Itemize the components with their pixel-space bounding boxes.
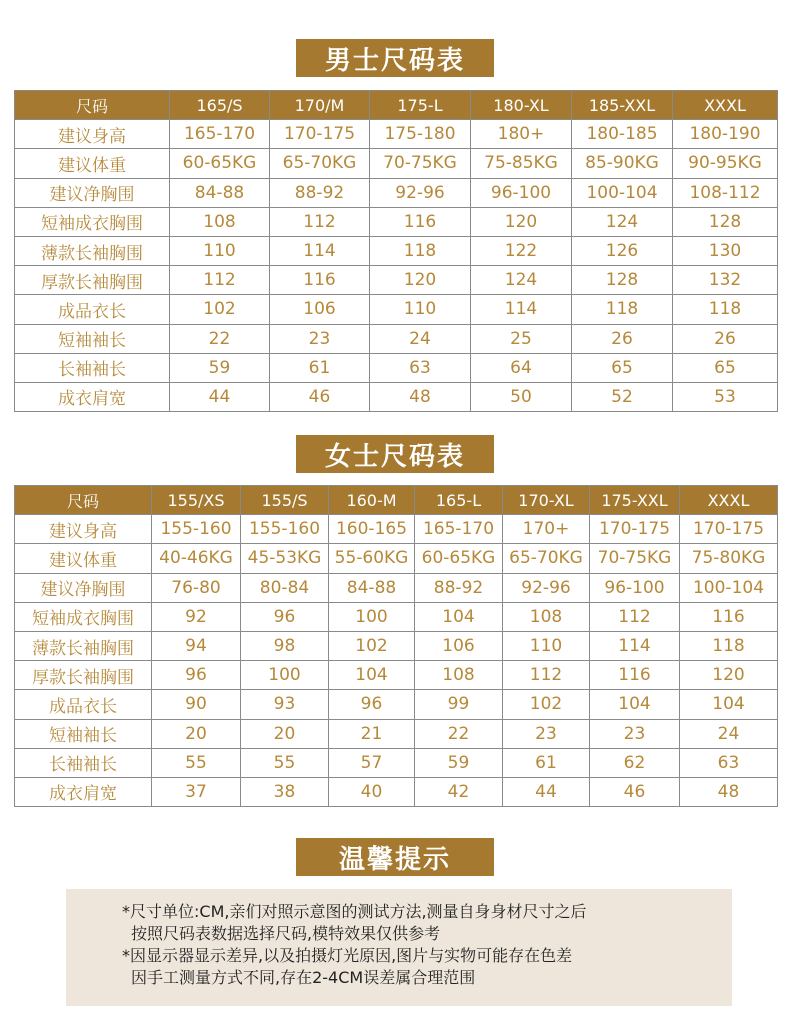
size-header-cell: 165/S — [170, 91, 270, 120]
table-cell: 75-85KG — [471, 149, 572, 178]
table-cell: 22 — [415, 719, 503, 748]
measurement-label: 建议身高 — [15, 515, 152, 544]
table-cell: 90 — [152, 690, 241, 719]
table-cell: 128 — [673, 207, 778, 236]
table-cell: 60-65KG — [415, 544, 503, 573]
men-size-chart-title: 男士尺码表 — [296, 39, 494, 77]
table-cell: 99 — [415, 690, 503, 719]
table-cell: 96 — [329, 690, 415, 719]
table-cell: 98 — [241, 631, 329, 660]
table-cell: 102 — [329, 631, 415, 660]
table-cell: 100 — [329, 602, 415, 631]
table-cell: 60-65KG — [170, 149, 270, 178]
table-cell: 118 — [673, 295, 778, 324]
table-cell: 180-190 — [673, 120, 778, 149]
table-cell: 110 — [170, 236, 270, 265]
table-cell: 24 — [370, 324, 471, 353]
size-header-cell: 175-L — [370, 91, 471, 120]
table-cell: 88-92 — [270, 178, 370, 207]
table-cell: 108 — [415, 661, 503, 690]
table-cell: 108-112 — [673, 178, 778, 207]
measurement-label: 薄款长袖胸围 — [15, 631, 152, 660]
table-row — [15, 207, 778, 236]
table-cell: 24 — [680, 719, 778, 748]
measurement-label: 厚款长袖胸围 — [15, 661, 152, 690]
measurement-label: 建议身高 — [15, 120, 170, 149]
measurement-label: 成品衣长 — [15, 295, 170, 324]
table-cell: 48 — [370, 382, 471, 411]
table-cell: 65 — [673, 353, 778, 382]
table-cell: 46 — [590, 777, 680, 806]
table-cell: 170-175 — [680, 515, 778, 544]
table-cell: 124 — [471, 266, 572, 295]
table-cell: 76-80 — [152, 573, 241, 602]
table-cell: 110 — [370, 295, 471, 324]
table-cell: 85-90KG — [572, 149, 673, 178]
table-cell: 108 — [170, 207, 270, 236]
measurement-label: 建议体重 — [15, 544, 152, 573]
table-cell: 52 — [572, 382, 673, 411]
table-cell: 104 — [590, 690, 680, 719]
table-cell: 20 — [152, 719, 241, 748]
table-row — [15, 631, 778, 660]
table-cell: 116 — [590, 661, 680, 690]
measurement-label: 建议体重 — [15, 149, 170, 178]
table-cell: 120 — [471, 207, 572, 236]
table-cell: 116 — [270, 266, 370, 295]
size-header-cell: 165-L — [415, 486, 503, 515]
table-cell: 114 — [471, 295, 572, 324]
table-cell: 44 — [503, 777, 590, 806]
table-cell: 61 — [503, 748, 590, 777]
table-cell: 45-53KG — [241, 544, 329, 573]
table-cell: 104 — [680, 690, 778, 719]
table-row — [15, 178, 778, 207]
table-row — [15, 544, 778, 573]
measurement-label: 建议净胸围 — [15, 573, 152, 602]
table-cell: 42 — [415, 777, 503, 806]
men-size-table — [14, 90, 778, 412]
table-cell: 165-170 — [415, 515, 503, 544]
table-cell: 114 — [270, 236, 370, 265]
table-cell: 106 — [270, 295, 370, 324]
tip-line: 因手工测量方式不同,存在2-4CM误差属合理范围 — [131, 968, 476, 987]
table-cell: 120 — [680, 661, 778, 690]
table-cell: 46 — [270, 382, 370, 411]
table-cell: 92-96 — [503, 573, 590, 602]
table-row — [15, 353, 778, 382]
table-cell: 23 — [503, 719, 590, 748]
table-header-row — [15, 91, 778, 120]
table-row — [15, 690, 778, 719]
table-cell: 106 — [415, 631, 503, 660]
table-cell: 116 — [680, 602, 778, 631]
table-cell: 38 — [241, 777, 329, 806]
table-cell: 122 — [471, 236, 572, 265]
tip-line: 按照尺码表数据选择尺码,模特效果仅供参考 — [131, 924, 441, 943]
table-cell: 90-95KG — [673, 149, 778, 178]
table-cell: 92 — [152, 602, 241, 631]
size-header-cell: XXXL — [680, 486, 778, 515]
table-cell: 23 — [270, 324, 370, 353]
table-cell: 104 — [329, 661, 415, 690]
table-row — [15, 602, 778, 631]
table-cell: 126 — [572, 236, 673, 265]
size-header-cell: 185-XXL — [572, 91, 673, 120]
table-cell: 155-160 — [152, 515, 241, 544]
table-cell: 22 — [170, 324, 270, 353]
size-header-cell: 170-XL — [503, 486, 590, 515]
measurement-label: 短袖成衣胸围 — [15, 207, 170, 236]
table-cell: 48 — [680, 777, 778, 806]
measurement-label: 厚款长袖胸围 — [15, 266, 170, 295]
measurement-label: 长袖袖长 — [15, 353, 170, 382]
table-row — [15, 719, 778, 748]
table-cell: 100 — [241, 661, 329, 690]
size-header-cell: 175-XXL — [590, 486, 680, 515]
table-cell: 132 — [673, 266, 778, 295]
table-cell: 59 — [170, 353, 270, 382]
table-cell: 70-75KG — [370, 149, 471, 178]
table-cell: 118 — [572, 295, 673, 324]
table-row — [15, 266, 778, 295]
table-cell: 112 — [270, 207, 370, 236]
table-cell: 55 — [152, 748, 241, 777]
table-cell: 96 — [241, 602, 329, 631]
measurement-label: 成品衣长 — [15, 690, 152, 719]
table-row — [15, 236, 778, 265]
table-cell: 55-60KG — [329, 544, 415, 573]
table-cell: 44 — [170, 382, 270, 411]
table-cell: 124 — [572, 207, 673, 236]
table-cell: 40-46KG — [152, 544, 241, 573]
table-cell: 170-175 — [590, 515, 680, 544]
measurement-label: 成衣肩宽 — [15, 382, 170, 411]
table-cell: 112 — [590, 602, 680, 631]
tip-line: *尺寸单位:CM,亲们对照示意图的测试方法,测量自身身材尺寸之后 — [122, 902, 587, 921]
measurement-label: 短袖袖长 — [15, 719, 152, 748]
table-cell: 104 — [415, 602, 503, 631]
table-cell: 88-92 — [415, 573, 503, 602]
size-column-header: 尺码 — [15, 486, 152, 515]
table-row — [15, 149, 778, 178]
table-cell: 65 — [572, 353, 673, 382]
table-cell: 40 — [329, 777, 415, 806]
table-cell: 75-80KG — [680, 544, 778, 573]
measurement-label: 长袖袖长 — [15, 748, 152, 777]
table-cell: 84-88 — [170, 178, 270, 207]
table-cell: 114 — [590, 631, 680, 660]
measurement-label: 成衣肩宽 — [15, 777, 152, 806]
women-size-table — [14, 485, 778, 807]
tips-box — [66, 889, 732, 1006]
table-cell: 120 — [370, 266, 471, 295]
table-cell: 118 — [370, 236, 471, 265]
table-cell: 26 — [572, 324, 673, 353]
table-cell: 65-70KG — [503, 544, 590, 573]
table-cell: 26 — [673, 324, 778, 353]
table-cell: 25 — [471, 324, 572, 353]
table-cell: 170-175 — [270, 120, 370, 149]
table-cell: 37 — [152, 777, 241, 806]
table-cell: 21 — [329, 719, 415, 748]
table-cell: 108 — [503, 602, 590, 631]
table-cell: 93 — [241, 690, 329, 719]
tip-line: *因显示器显示差异,以及拍摄灯光原因,图片与实物可能存在色差 — [122, 946, 573, 965]
measurement-label: 薄款长袖胸围 — [15, 236, 170, 265]
table-cell: 23 — [590, 719, 680, 748]
table-cell: 80-84 — [241, 573, 329, 602]
table-cell: 62 — [590, 748, 680, 777]
table-row — [15, 324, 778, 353]
table-cell: 59 — [415, 748, 503, 777]
size-header-cell: 160-M — [329, 486, 415, 515]
table-cell: 96-100 — [590, 573, 680, 602]
table-cell: 170+ — [503, 515, 590, 544]
size-header-cell: 155/S — [241, 486, 329, 515]
size-header-cell: 170/M — [270, 91, 370, 120]
table-cell: 116 — [370, 207, 471, 236]
table-cell: 102 — [170, 295, 270, 324]
table-row — [15, 748, 778, 777]
size-header-cell: 180-XL — [471, 91, 572, 120]
table-cell: 53 — [673, 382, 778, 411]
table-cell: 20 — [241, 719, 329, 748]
table-cell: 165-170 — [170, 120, 270, 149]
table-cell: 118 — [680, 631, 778, 660]
table-cell: 57 — [329, 748, 415, 777]
table-cell: 96-100 — [471, 178, 572, 207]
table-cell: 180-185 — [572, 120, 673, 149]
table-cell: 112 — [170, 266, 270, 295]
measurement-label: 短袖袖长 — [15, 324, 170, 353]
table-cell: 160-165 — [329, 515, 415, 544]
size-column-header: 尺码 — [15, 91, 170, 120]
table-row — [15, 573, 778, 602]
table-cell: 84-88 — [329, 573, 415, 602]
table-row — [15, 661, 778, 690]
size-header-cell: 155/XS — [152, 486, 241, 515]
table-cell: 110 — [503, 631, 590, 660]
table-row — [15, 515, 778, 544]
table-cell: 112 — [503, 661, 590, 690]
table-header-row — [15, 486, 778, 515]
table-cell: 70-75KG — [590, 544, 680, 573]
table-row — [15, 120, 778, 149]
women-size-chart-title: 女士尺码表 — [296, 435, 494, 473]
size-header-cell: XXXL — [673, 91, 778, 120]
table-cell: 50 — [471, 382, 572, 411]
table-cell: 63 — [370, 353, 471, 382]
table-cell: 130 — [673, 236, 778, 265]
table-cell: 55 — [241, 748, 329, 777]
table-cell: 155-160 — [241, 515, 329, 544]
table-cell: 180+ — [471, 120, 572, 149]
table-cell: 64 — [471, 353, 572, 382]
table-cell: 175-180 — [370, 120, 471, 149]
table-cell: 94 — [152, 631, 241, 660]
measurement-label: 短袖成衣胸围 — [15, 602, 152, 631]
tips-title: 温馨提示 — [296, 838, 494, 876]
table-cell: 100-104 — [572, 178, 673, 207]
table-cell: 102 — [503, 690, 590, 719]
table-cell: 65-70KG — [270, 149, 370, 178]
table-row — [15, 295, 778, 324]
table-row — [15, 382, 778, 411]
table-cell: 100-104 — [680, 573, 778, 602]
table-cell: 63 — [680, 748, 778, 777]
table-row — [15, 777, 778, 806]
table-cell: 92-96 — [370, 178, 471, 207]
measurement-label: 建议净胸围 — [15, 178, 170, 207]
table-cell: 61 — [270, 353, 370, 382]
table-cell: 96 — [152, 661, 241, 690]
table-cell: 128 — [572, 266, 673, 295]
